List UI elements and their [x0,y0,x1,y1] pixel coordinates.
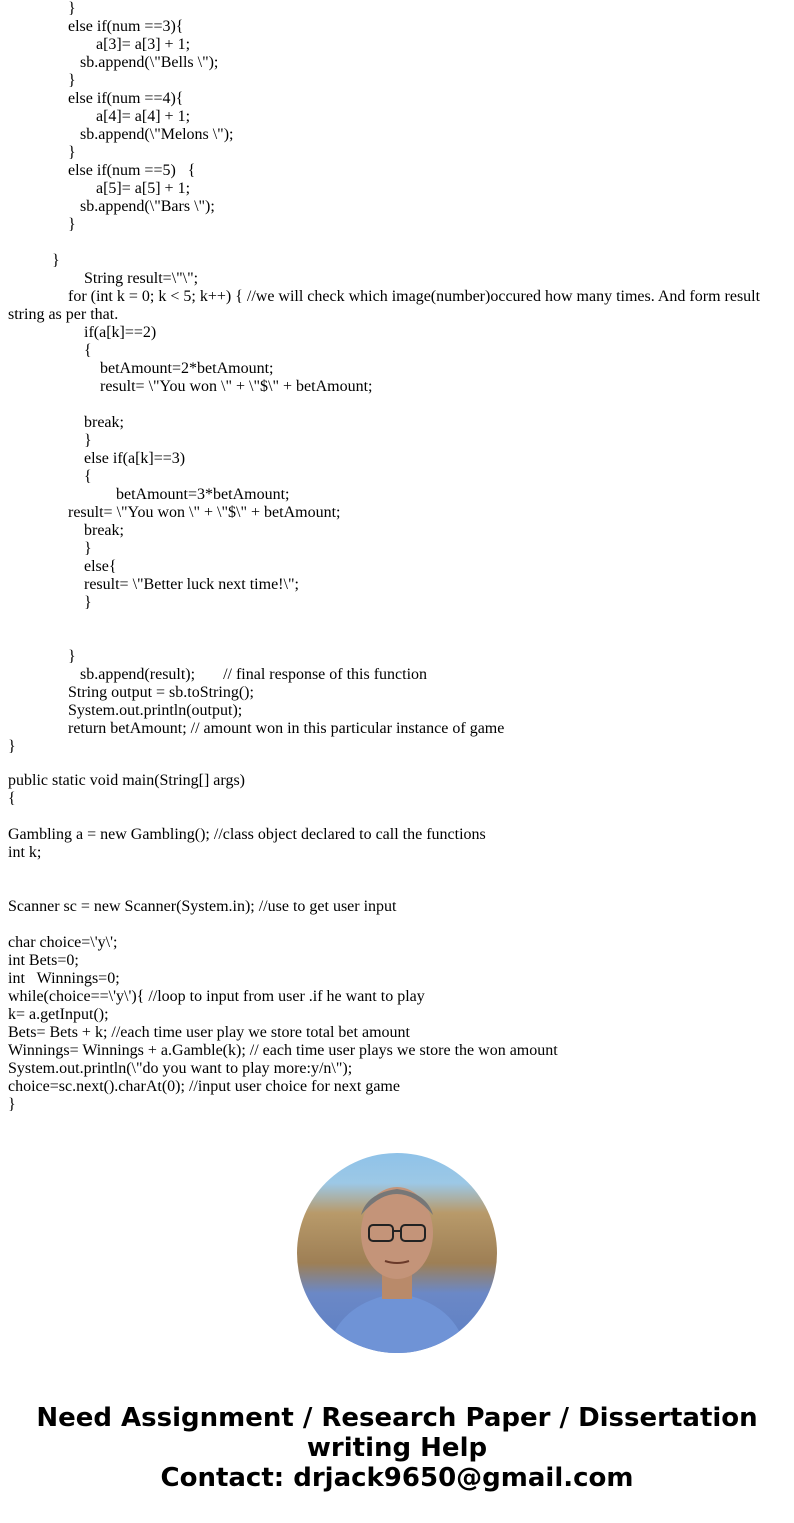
code-line: string as per that. [8,306,119,323]
code-line: if(a[k]==2) [84,324,157,341]
code-line: String output = sb.toString(); [68,684,254,701]
code-line: System.out.println(output); [68,702,243,719]
code-line: } [68,72,76,89]
code-line: { [8,790,16,807]
footer-line-1: Need Assignment / Research Paper / Dissertation [36,1403,758,1433]
code-line: k= a.getInput(); [8,1006,109,1023]
code-line: char choice=\'y\'; [8,934,118,951]
code-line: } [52,252,60,269]
code-line: Bets= Bets + k; //each time user play we store total bet amount [8,1024,410,1041]
code-line: } [68,216,76,233]
code-line: else if(num ==3){ [68,18,184,35]
person-photo-icon [297,1153,497,1353]
code-line: while(choice==\'y\'){ //loop to input from user .if he want to play [8,988,425,1005]
footer-line-2: writing Help [306,1433,488,1463]
code-line: } [84,540,92,557]
code-line: Gambling a = new Gambling(); //class object declared to call the functions [8,826,486,843]
code-line: return betAmount; // amount won in this particular instance of game [68,720,505,737]
code-line: System.out.println(\"do you want to play more:y/n\"); [8,1060,353,1077]
code-line: result= \"Better luck next time!\"; [84,576,299,593]
code-line: for (int k = 0; k < 5; k++) { //we will check which image(number)occured how many times. And form result [68,288,761,305]
code-line: public static void main(String[] args) [8,772,245,789]
code-line: } [8,1096,16,1113]
code-line: } [84,594,92,611]
code-line: break; [84,522,124,539]
code-line: betAmount=3*betAmount; [116,486,290,503]
code-line: result= \"You won \" + \"$\" + betAmount; [68,504,341,521]
footer-banner [0,1403,794,1493]
code-line: } [68,0,76,17]
code-line: } [8,738,16,755]
code-line: result= \"You won \" + \"$\" + betAmount; [100,378,373,395]
code-line: sb.append(\"Bars \"); [80,198,215,215]
code-line: Scanner sc = new Scanner(System.in); //use to get user input [8,898,397,915]
code-line: Winnings= Winnings + a.Gamble(k); // each time user plays we store the won amount [8,1042,558,1059]
code-line: sb.append(\"Melons \"); [80,126,234,143]
code-line: int Winnings=0; [8,970,120,987]
code-line: int Bets=0; [8,952,79,969]
code-line: break; [84,414,124,431]
code-line: { [84,342,92,359]
code-line: String result=\"\"; [84,270,199,287]
code-line: } [84,432,92,449]
code-line: betAmount=2*betAmount; [100,360,274,377]
code-line: } [68,648,76,665]
code-line: else{ [84,558,117,575]
code-line: else if(num ==4){ [68,90,184,107]
code-line: int k; [8,844,42,861]
code-line: else if(a[k]==3) [84,450,186,467]
code-line: a[3]= a[3] + 1; [96,36,191,53]
code-line: } [68,144,76,161]
footer-contact: Contact: drjack9650@gmail.com [160,1463,634,1493]
code-line: choice=sc.next().charAt(0); //input user choice for next game [8,1078,400,1095]
code-line: { [84,468,92,485]
code-line: a[4]= a[4] + 1; [96,108,191,125]
code-line: sb.append(result); // final response of this function [80,666,428,683]
author-avatar [297,1153,497,1353]
code-line: sb.append(\"Bells \"); [80,54,219,71]
code-line: else if(num ==5) { [68,162,196,179]
code-line: a[5]= a[5] + 1; [96,180,191,197]
